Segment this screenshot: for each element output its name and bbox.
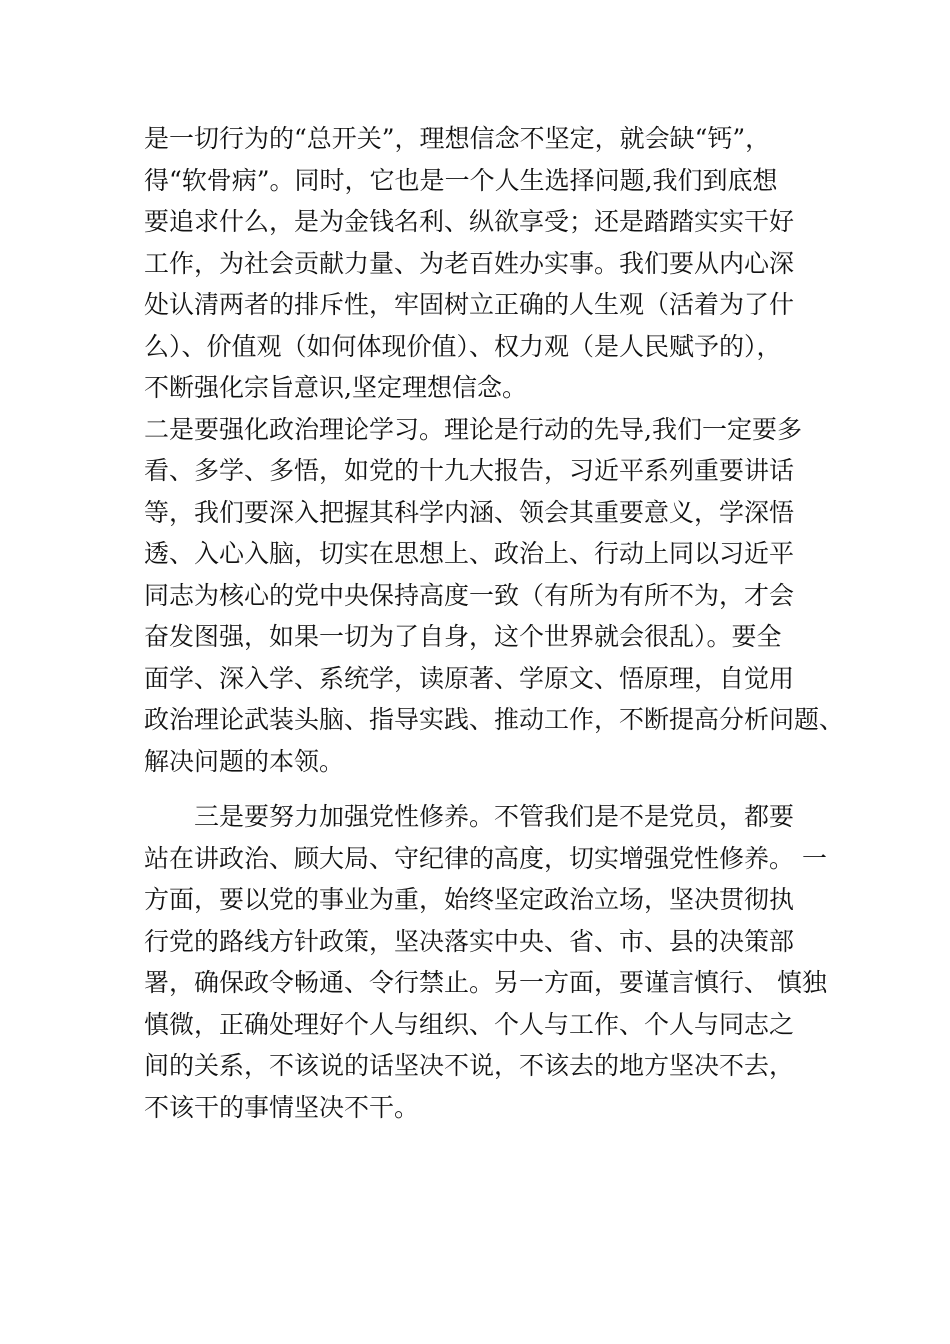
paragraph-line: 处认清两者的排斥性，牢固树立正确的人生观（活着为了什 [144, 290, 795, 319]
paragraph-line: 政治理论武装头脑、指导实践、推动工作，不断提高分析问题、 [144, 705, 845, 734]
document-body [144, 118, 845, 1128]
paragraph-line: 不该干的事情坚决不干。 [144, 1092, 420, 1122]
paragraph-line: 要追求什么，是为金钱名利、纵欲享受；还是踏踏实实干好 [144, 207, 795, 236]
paragraph-line: 行党的路线方针政策，坚决落实中央、省、市、县的决策部 [144, 926, 795, 956]
paragraph-spacer [144, 782, 824, 796]
paragraph-line: 间的关系，不该说的话坚决不说，不该去的地方坚决不去， [144, 1051, 795, 1080]
paragraph-line: 方面，要以党的事业为重，始终坚定政治立场，坚决贯彻执 [144, 885, 795, 914]
paragraph-line: 得“软骨病”。同时，它也是一个人生选择问题,我们到底想 [144, 165, 778, 195]
paragraph-line: 三是要努力加强党性修养。不管我们是不是党员，都要 [144, 802, 795, 831]
paragraph-line: 面学、深入学、系统学，读原著、学原文、悟原理，自觉用 [144, 663, 795, 693]
paragraph-line: 透、入心入脑，切实在思想上、政治上、行动上同以习近平 [144, 539, 795, 568]
paragraph-theory-study [144, 409, 845, 783]
paragraph-line: 站在讲政治、顾大局、守纪律的高度，切实增强党性修养。 一 [144, 843, 827, 873]
paragraph-line: 是一切行为的“总开关”，理想信念不坚定，就会缺“钙”， [144, 124, 771, 153]
paragraph-line: 么）、价值观（如何体现价值）、权力观（是人民赋予的）， [144, 331, 782, 361]
paragraph-line: 署，确保政令畅通、令行禁止。另一方面，要谨言慎行、 慎独 [144, 968, 827, 997]
paragraph-party-spirit [144, 796, 827, 1128]
paragraph-line: 不断强化宗旨意识,坚定理想信念。 [144, 373, 527, 402]
paragraph-line: 奋发图强，如果一切为了自身，这个世界就会很乱）。要全 [144, 622, 782, 651]
paragraph-line: 等，我们要深入把握其科学内涵、领会其重要意义，学深悟 [144, 497, 795, 527]
paragraph-line: 看、多学、多悟，如党的十九大报告，习近平系列重要讲话 [144, 456, 795, 485]
paragraph-line: 工作，为社会贡献力量、为老百姓办实事。我们要从内心深 [144, 248, 795, 278]
paragraph-line: 解决问题的本领。 [144, 746, 345, 776]
paragraph-line: 二是要强化政治理论学习。理论是行动的先导,我们一定要多 [144, 414, 802, 444]
paragraph-ideals [144, 118, 824, 409]
paragraph-line: 慎微，正确处理好个人与组织、个人与工作、个人与同志之 [144, 1009, 795, 1039]
paragraph-line: 同志为核心的党中央保持高度一致（有所为有所不为，才会 [144, 580, 795, 610]
